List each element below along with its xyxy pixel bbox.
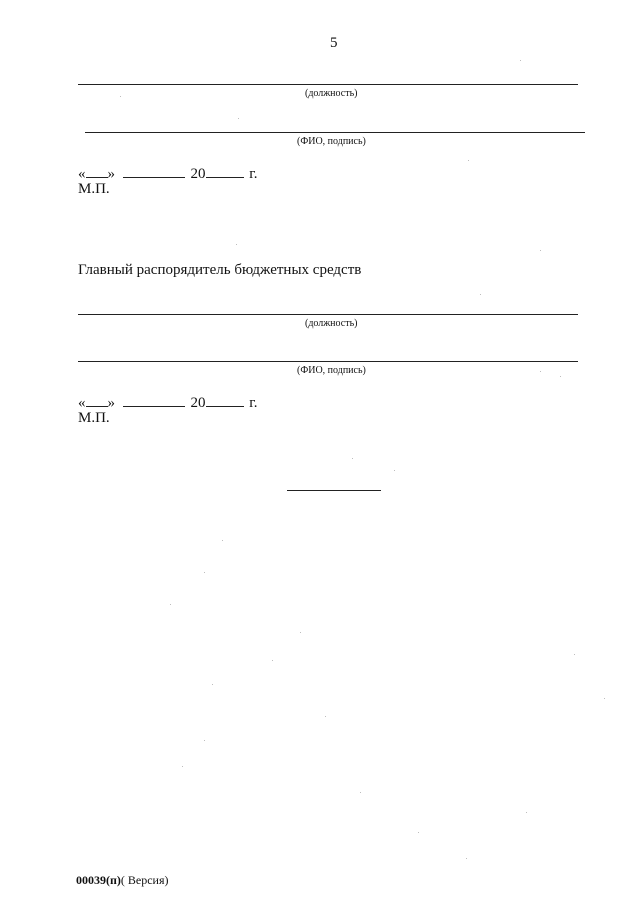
position-caption: (должность)	[305, 318, 358, 329]
name-signature-line	[85, 132, 585, 133]
close-quote: »	[107, 395, 115, 411]
day-blank	[86, 394, 108, 407]
stamp-label: М.П.	[78, 181, 110, 197]
end-of-document-line	[287, 490, 381, 491]
position-caption: (должность)	[305, 88, 358, 99]
day-blank	[86, 165, 108, 178]
open-quote: «	[78, 166, 86, 182]
month-blank	[123, 394, 185, 407]
position-signature-line	[78, 314, 578, 315]
document-code: 00039(п)	[76, 873, 121, 887]
close-quote: »	[107, 166, 115, 182]
name-caption: (ФИО, подпись)	[297, 365, 366, 376]
year-suffix: г.	[249, 166, 258, 182]
document-footer	[76, 873, 169, 888]
section-heading: Главный распорядитель бюджетных средств	[78, 262, 362, 278]
month-blank	[123, 165, 185, 178]
stamp-label: М.П.	[78, 410, 110, 426]
document-version: ( Версия)	[120, 873, 169, 887]
page-number: 5	[330, 35, 338, 51]
name-caption: (ФИО, подпись)	[297, 136, 366, 147]
year-prefix: 20	[190, 395, 206, 411]
year-blank	[206, 394, 244, 407]
name-signature-line	[78, 361, 578, 362]
year-blank	[206, 165, 244, 178]
year-suffix: г.	[249, 395, 258, 411]
open-quote: «	[78, 395, 86, 411]
position-signature-line	[78, 84, 578, 85]
year-prefix: 20	[190, 166, 206, 182]
